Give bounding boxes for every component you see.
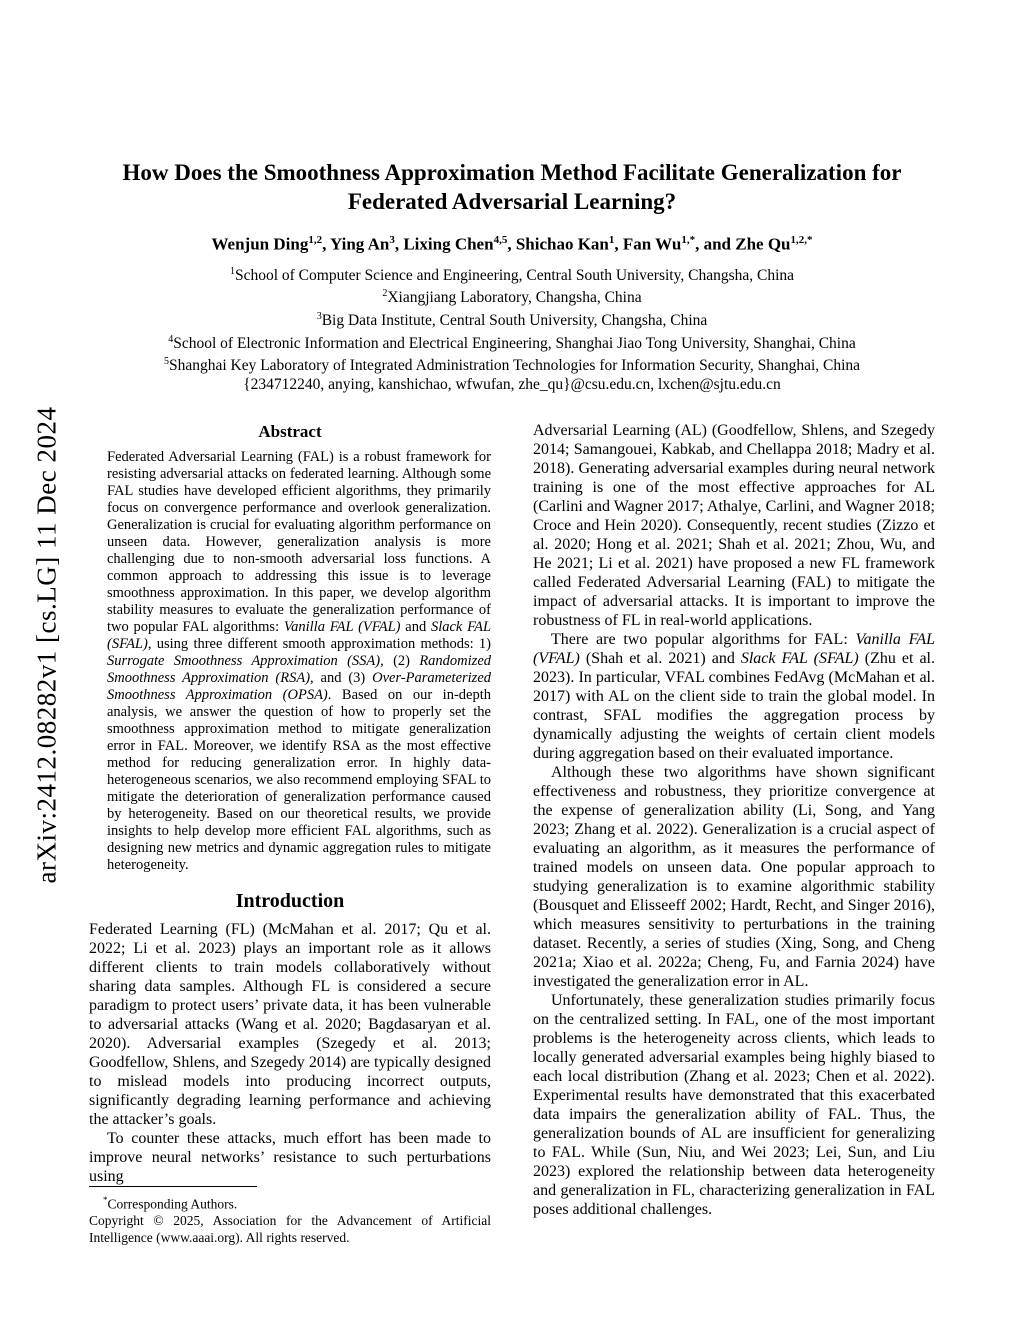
- author-affiliation-sup: 4,5: [493, 234, 508, 246]
- author-name: Fan Wu: [622, 234, 682, 254]
- abstract-heading: Abstract: [258, 422, 322, 442]
- paper-title: How Does the Smoothness Approximation Method Facilitate Generalization for Federated Adversarial Learning?: [122, 160, 902, 214]
- footnote: [89, 1186, 491, 1246]
- author-name: Zhe Qu: [735, 234, 791, 254]
- right-column: [533, 421, 935, 1219]
- affiliation-line: $^5$Shanghai Key Laboratory of Integrated Administration Technologies for Information Security, Shanghai, China: [163, 356, 861, 375]
- author-name: Ying An: [329, 234, 390, 254]
- footnote-rule: [89, 1186, 257, 1187]
- paper-content: [89, 158, 935, 1245]
- paragraph: Unfortunately, these generalization studies primarily focus on the centralized setting. In FAL, one of the most important problems is the heterogeneity across clients, which leads to locally generated adversarial examples being highly biased to each local distribution (Zhang et al. 2023; Chen et al. 2022). Experimental results have demonstrated that this exacerbated data impairs the generalization ability of FAL. Thus, the generalization bounds of AL are insufficient for generalizing to FAL. While (Sun, Niu, and Wei 2023; Lei, Sun, and Liu 2023) explored the relationship between data heterogeneity and generalization in FL, characterizing generalization in FAL poses additional challenges.: [533, 992, 935, 1219]
- affiliation-line: $^1$School of Computer Science and Engineering, Central South University, Changsha, China: [229, 265, 795, 284]
- paragraph: Federated Learning (FL) (McMahan et al. 2017; Qu et al. 2022; Li et al. 2023) plays an important role as it allows different clients to train models collaboratively without sharing data samples. Although FL is considered a secure paradigm to protect users’ private data, it has been vulnerable to adversarial attacks (Wang et al. 2020; Bagdasaryan et al. 2020). Adversarial examples (Szegedy et al. 2013; Goodfellow, Shlens, and Szegedy 2014) are typically designed to mislead models into producing incorrect outputs, significantly degrading learning performance and achieving the attacker’s goals.: [89, 921, 491, 1129]
- author-affiliation-sup: 1,*: [681, 234, 696, 246]
- two-column-body: [89, 421, 935, 1245]
- author-affiliation-sup: 1: [608, 234, 615, 246]
- arxiv-watermark: arXiv:2412.08282v1 [cs.LG] 11 Dec 2024: [31, 406, 62, 884]
- affiliation-line: $^3$Big Data Institute, Central South University, Changsha, China: [316, 310, 708, 330]
- affiliation-list: [89, 263, 935, 376]
- footnote-corresponding: [89, 1192, 491, 1213]
- author-name: Lixing Chen: [403, 234, 494, 254]
- abstract-body: [89, 449, 491, 874]
- author-name: Wenjun Ding: [211, 234, 309, 254]
- email-line: {234712240, anying, kanshichao, wfwufan, zhe_qu}@csu.edu.cn, lxchen@sjtu.edu.cn: [243, 375, 781, 393]
- author-name: Shichao Kan: [515, 234, 609, 254]
- author-affiliation-sup: 3: [389, 234, 395, 246]
- left-column: [89, 421, 492, 1245]
- paragraph: There are two popular algorithms for FAL: Vanilla FAL (VFAL) (Shah et al. 2021) and Slack FAL (SFAL) (Zhu et al. 2023). In particular, VFAL combines FedAvg (McMahan et al. 2017) with AL on the client side to train the global model. In contrast, SFAL modifies the aggregation process by dynamically adjusting the weights of certain client models during aggregation based on their evaluated importance.: [533, 631, 935, 763]
- paragraph: Federated Adversarial Learning (FAL) is a robust framework for resisting adversarial attacks on federated learning. Although some FAL studies have developed efficient algorithms, they primarily focus on convergence performance and overlook generalization. Generalization is crucial for evaluating algorithm performance on unseen data. However, generalization analysis is more challenging due to non-smooth adversarial loss functions. A common approach to addressing this issue is to leverage smoothness approximation. In this paper, we develop algorithm stability measures to evaluate the generalization performance of two popular FAL algorithms: Vanilla FAL (VFAL) and Slack FAL (SFAL), using three different smooth approximation methods: 1) Surrogate Smoothness Approximation (SSA), (2) Randomized Smoothness Approximation (RSA), and (3) Over-Parameterized Smoothness Approximation (OPSA). Based on our in-depth analysis, we answer the question of how to properly set the smoothness approximation method to mitigate generalization error in FAL. Moreover, we identify RSA as the most effective method for reducing generalization error. In highly data-heterogeneous scenarios, we also recommend employing SFAL to mitigate the deterioration of generalization performance caused by heterogeneity. Based on our theoretical results, we provide insights to help develop more efficient FAL algorithms, such as designing new metrics and dynamic aggregation rules to mitigate heterogeneity.: [107, 449, 492, 874]
- introduction-body: [89, 920, 491, 1186]
- affiliation-line: $^2$Xiangjiang Laboratory, Changsha, China: [382, 288, 642, 307]
- footnote-copyright: Copyright © 2025, Association for the Advancement of Artificial Intelligence (www.aaai.org). All rights reserved.: [89, 1213, 491, 1245]
- affiliation-line: $^4$School of Electronic Information and Electrical Engineering, Shanghai Jiao Tong University, Shanghai, China: [168, 333, 856, 352]
- footnote-corresponding-text: Corresponding Authors.: [107, 1196, 238, 1212]
- author-affiliation-sup: 1,2,*: [790, 234, 813, 246]
- author-affiliation-sup: 1,2: [308, 234, 323, 246]
- section-heading-introduction: Introduction: [235, 890, 345, 913]
- footnote-marker: *: [103, 1195, 108, 1206]
- paragraph: To counter these attacks, much effort has been made to improve neural networks’ resistance to such perturbations using: [89, 1130, 491, 1186]
- author-line: Wenjun Ding$^{1,2}$, Ying An$^3$, Lixing Chen$^{4,5}$, Shichao Kan$^1$, Fan $Wu^{1,*}$, and Zhe $Qu^{1,2,*}$: [211, 234, 813, 254]
- paragraph: Adversarial Learning (AL) (Goodfellow, Shlens, and Szegedy 2014; Samangouei, Kabkab, and Chellappa 2018; Madry et al. 2018). Generating adversarial examples during neural network training is one of the most effective approaches for AL (Carlini and Wagner 2017; Athalye, Carlini, and Wagner 2018; Croce and Hein 2020). Consequently, recent studies (Zizzo et al. 2020; Hong et al. 2021; Shah et al. 2021; Zhou, Wu, and He 2021; Li et al. 2021) have proposed a new FL framework called Federated Adversarial Learning (FAL) to mitigate the impact of adversarial attacks. It is important to improve the robustness of FL in real-world applications.: [533, 422, 935, 630]
- paragraph: Although these two algorithms have shown significant effectiveness and robustness, they prioritize convergence at the expense of generalization ability (Li, Song, and Yang 2023; Zhang et al. 2022). Generalization is a crucial aspect of evaluating an algorithm, as it measures the performance of trained models on unseen data. One popular approach to studying generalization is to examine algorithmic stability (Bousquet and Elisseeff 2002; Hardt, Recht, and Singer 2016), which measures sensitivity to perturbations in the training dataset. Recently, a series of studies (Xing, Song, and Cheng 2021a; Xiao et al. 2022a; Cheng, Fu, and Farnia 2024) have investigated the generalization error in AL.: [533, 764, 935, 991]
